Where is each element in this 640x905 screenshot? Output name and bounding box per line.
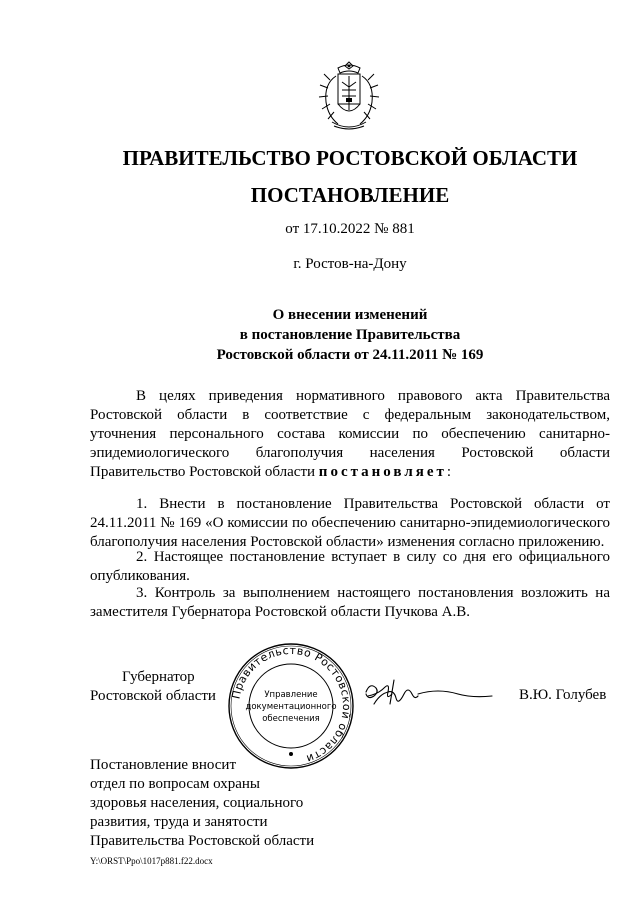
government-title: ПРАВИТЕЛЬСТВО РОСТОВСКОЙ ОБЛАСТИ xyxy=(122,146,578,170)
subject-line-3: Ростовской области от 24.11.2011 № 169 xyxy=(216,347,484,363)
intro-text: В целях приведения нормативного правового акта Правительства Ростовской области в соответствие с федеральным законодательством, уточнения персонального состава комиссии по обеспечению санитарно-эпидемиологического благополучия населения Ростовской области Правительство Ростовской области xyxy=(90,388,610,480)
intro-paragraph xyxy=(90,387,610,482)
contributor-line-2: отдел по вопросам охраны xyxy=(90,776,260,792)
stamp-inner-line-3: обеспечения xyxy=(262,714,320,724)
intro-end: : xyxy=(446,464,452,480)
signatory-name: В.Ю. Голубев xyxy=(519,687,607,703)
contributor-line-5: Правительства Ростовской области xyxy=(90,833,315,849)
document-type: ПОСТАНОВЛЕНИЕ xyxy=(250,183,450,207)
position-line-1: Губернатор xyxy=(122,669,195,685)
coat-of-arms-icon xyxy=(316,60,382,132)
handwritten-signature xyxy=(360,670,500,720)
stamp-inner-line-2: документационного xyxy=(245,702,337,712)
decree-word: постановляет xyxy=(318,464,447,480)
item-1-paragraph: 1. Внести в постановление Правительства Ростовской области от 24.11.2011 № 169 «О комиссии по обеспечению санитарно-эпидемиологического благополучия населения Ростовской области» изменения согласно приложению. xyxy=(90,496,610,550)
stamp-inner-line-1: Управление xyxy=(264,690,318,700)
item-2-paragraph: 2. Настоящее постановление вступает в силу со дня его официального опубликования. xyxy=(90,549,610,584)
position-line-2: Ростовской области xyxy=(90,688,216,704)
subject-line-2: в постановление Правительства xyxy=(239,327,461,343)
subject-line-1: О внесении изменений xyxy=(272,307,428,323)
contributor-line-3: здоровья населения, социального xyxy=(90,795,304,811)
item-3-paragraph: 3. Контроль за выполнением настоящего постановления возложить на заместителя Губернатора Ростовской области Пучкова А.В. xyxy=(90,585,610,620)
document-place: г. Ростов-на-Дону xyxy=(293,256,407,272)
contributor-line-4: развития, труда и занятости xyxy=(90,814,268,830)
contributor-line-1: Постановление вносит xyxy=(90,757,237,773)
stamp-outer-text: Правительство Ростовской области xyxy=(229,643,354,766)
file-path: Y:\ORST\Ppo\1017p881.f22.docx xyxy=(90,856,213,866)
document-date-number: от 17.10.2022 № 881 xyxy=(285,221,415,237)
contributor-block xyxy=(90,756,314,851)
signatory-position xyxy=(90,668,216,706)
document-subject xyxy=(30,305,640,365)
official-stamp xyxy=(226,641,356,771)
